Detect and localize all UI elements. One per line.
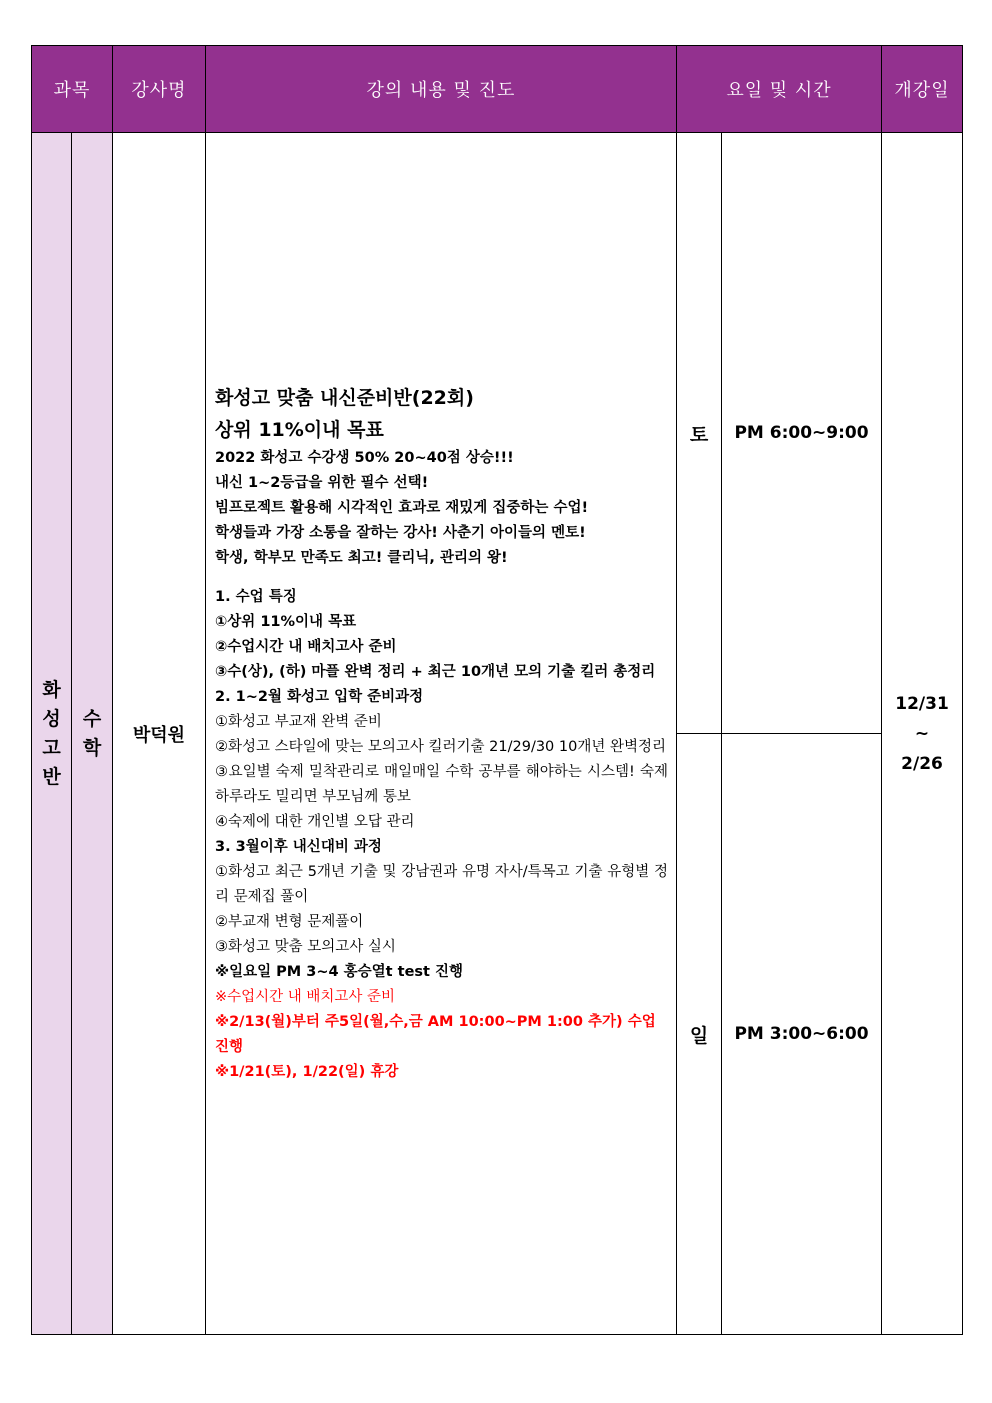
section-item: ①상위 11%이내 목표 (215, 614, 357, 631)
section-title: 3. 3월이후 내신대비 과정 (215, 839, 382, 856)
section-item: ②화성고 스타일에 맞는 모의고사 킬러기출 21/29/30 10개년 완벽정리 (215, 739, 666, 756)
section-item: ③요일별 숙제 밀착관리로 매일매일 수학 공부를 해야하는 시스템! 숙제 하루라도 밀리면 부모님께 통보 (215, 764, 668, 806)
open-start: 12/31 (895, 693, 949, 714)
class-name-char: 성 (42, 707, 61, 730)
section-item: ①화성고 최근 5개년 기출 및 강남권과 유명 자사/특목고 기출 유형별 정리 문제집 풀이 (215, 864, 668, 906)
note: ※일요일 PM 3~4 홍승열t test 진행 (215, 964, 464, 981)
day-sunday: 일 (677, 734, 722, 1335)
intro-line: 학생들과 가장 소통을 잘하는 강사! 사춘기 아이들의 멘토! (215, 524, 586, 541)
header-schedule: 요일 및 시간 (677, 46, 882, 133)
day-saturday: 토 (677, 133, 722, 734)
content-cell (206, 133, 677, 1335)
time-saturday: PM 6:00~9:00 (722, 133, 882, 734)
class-row-top (32, 133, 963, 734)
open-end: 2/26 (901, 753, 943, 774)
class-name-cell (32, 133, 72, 1335)
intro-line: 학생, 학부모 만족도 최고! 클리닉, 관리의 왕! (215, 549, 508, 566)
section-item: ③화성고 맞춤 모의고사 실시 (215, 939, 396, 956)
subject-cell (72, 133, 113, 1335)
note: ※1/21(토), 1/22(일) 휴강 (215, 1064, 399, 1081)
section-item: ④숙제에 대한 개인별 오답 관리 (215, 814, 415, 831)
section-title: 1. 수업 특징 (215, 589, 297, 606)
header-teacher: 강사명 (113, 46, 206, 133)
class-name-char: 고 (42, 736, 61, 759)
intro-line: 내신 1~2등급을 위한 필수 선택! (215, 474, 429, 491)
intro-line: 빔프로젝트 활용해 시각적인 효과로 재밌게 집중하는 수업! (215, 499, 589, 516)
teacher-cell: 박덕원 (113, 133, 206, 1335)
course-goal: 상위 11%이내 목표 (215, 418, 384, 441)
section-item: ②수업시간 내 배치고사 준비 (215, 639, 397, 656)
section-title: 2. 1~2월 화성고 입학 준비과정 (215, 689, 424, 706)
subject-char: 학 (82, 736, 102, 759)
section-item: ①화성고 부교재 완벽 준비 (215, 714, 382, 731)
content-body (215, 382, 668, 1086)
header-start-date: 개강일 (882, 46, 963, 133)
subject-char: 수 (82, 707, 102, 730)
schedule-table (31, 45, 963, 1335)
open-sep: ~ (914, 723, 930, 744)
intro-line: 2022 화성고 수강생 50% 20~40점 상승!!! (215, 449, 514, 466)
class-name-char: 화 (42, 678, 61, 701)
header-subject: 과목 (32, 46, 113, 133)
header-content: 강의 내용 및 진도 (206, 46, 677, 133)
time-sunday: PM 3:00~6:00 (722, 734, 882, 1335)
section-item: ②부교재 변형 문제풀이 (215, 914, 364, 931)
class-name-char: 반 (42, 765, 61, 788)
spacer (215, 571, 668, 586)
open-date-cell (882, 133, 963, 1335)
section-item: ③수(상), (하) 마플 완벽 정리 + 최근 10개년 모의 기출 킬러 총정리 (215, 664, 656, 681)
course-title: 화성고 맞춤 내신준비반(22회) (215, 386, 474, 409)
header-row (32, 46, 963, 133)
note: ※2/13(월)부터 주5일(월,수,금 AM 10:00~PM 1:00 추가) 수업 진행 (215, 1014, 656, 1056)
note: ※수업시간 내 배치고사 준비 (215, 989, 396, 1006)
